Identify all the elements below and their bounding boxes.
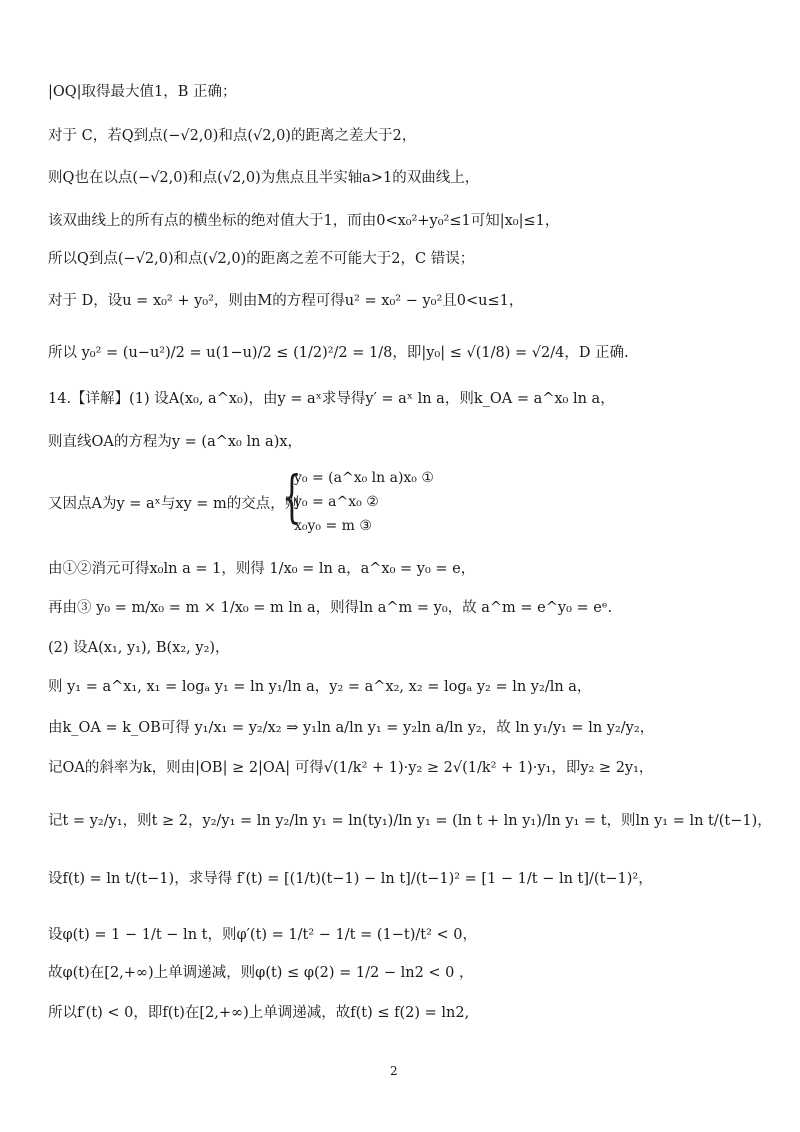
text-line: 记OA的斜率为k，则由|OB| ≥ 2|OA| 可得√(1/k² + 1)·y₂ ≥ 2√(1/k² + 1)·y₁，即y₂ ≥ 2y₁，	[48, 760, 654, 776]
text-line: 则Q也在以点(−√2,0)和点(√2,0)为焦点且半实轴a>1的双曲线上，	[48, 170, 480, 186]
text-line: 设f(t) = ln t/(t−1)，求导得 f′(t) = [(1/t)(t−1) − ln t]/(t−1)² = [1 − 1/t − ln t]/(t−1)²，	[48, 871, 653, 887]
page-number: 2	[390, 1064, 398, 1078]
text-line: 则 y₁ = a^x₁, x₁ = logₐ y₁ = ln y₁/ln a，y₂ = a^x₂, x₂ = logₐ y₂ = ln y₂/ln a，	[48, 679, 592, 695]
text-line: 记t = y₂/y₁，则t ≥ 2，y₂/y₁ = ln y₂/ln y₁ = ln(ty₁)/ln y₁ = (ln t + ln y₁)/ln y₁ = t，则ln y₁ = ln t/(t−1)，	[48, 813, 772, 829]
text-line: 对于 C，若Q到点(−√2,0)和点(√2,0)的距离之差大于2，	[48, 128, 417, 144]
text-line: 由①②消元可得x₀ln a = 1，则得 1/x₀ = ln a，a^x₀ = y₀ = e，	[48, 561, 476, 577]
text-line: 再由③ y₀ = m/x₀ = m × 1/x₀ = m ln a，则得ln a^m = y₀，故 a^m = e^y₀ = eᵉ.	[48, 600, 613, 616]
text-line: 所以Q到点(−√2,0)和点(√2,0)的距离之差不可能大于2，C 错误；	[48, 251, 475, 267]
text-line: 对于 D，设u = x₀² + y₀²，则由M的方程可得u² = x₀² − y₀²且0<u≤1，	[48, 293, 524, 309]
text-line: 设φ(t) = 1 − 1/t − ln t，则φ′(t) = 1/t² − 1/t = (1−t)/t² < 0，	[48, 927, 477, 943]
equation-row: x₀y₀ = m ③	[294, 518, 372, 534]
text-line: |OQ|取得最大值1，B 正确；	[48, 84, 237, 100]
text-line: 所以f′(t) < 0，即f(t)在[2,+∞)上单调递减，故f(t) ≤ f(2) = ln2,	[48, 1005, 470, 1021]
text-line: 故φ(t)在[2,+∞)上单调递减，则φ(t) ≤ φ(2) = 1/2 − ln2 < 0 ，	[48, 965, 474, 981]
text-line: 14.【详解】(1) 设A(x₀, a^x₀)，由y = aˣ求导得y′ = aˣ ln a，则k_OA = a^x₀ ln a，	[48, 391, 615, 407]
text-line: 所以 y₀² = (u−u²)/2 = u(1−u)/2 ≤ (1/2)²/2 = 1/8，即|y₀| ≤ √(1/8) = √2/4，D 正确.	[48, 345, 629, 361]
equation-row: y₀ = (a^x₀ ln a)x₀ ①	[294, 470, 434, 486]
text-line: 又因点A为y = aˣ与xy = m的交点，则	[48, 496, 300, 512]
text-line: 该双曲线上的所有点的横坐标的绝对值大于1，而由0<x₀²+y₀²≤1可知|x₀|≤1，	[48, 213, 560, 229]
text-line: (2) 设A(x₁, y₁), B(x₂, y₂)，	[48, 640, 230, 656]
system-brace: {	[282, 465, 302, 530]
text-line: 则直线OA的方程为y = (a^x₀ ln a)x，	[48, 434, 303, 450]
equation-row: y₀ = a^x₀ ②	[294, 494, 379, 510]
text-line: 由k_OA = k_OB可得 y₁/x₁ = y₂/x₂ ⇒ y₁ln a/ln y₁ = y₂ln a/ln y₂，故 ln y₁/y₁ = ln y₂/y₂，	[48, 720, 655, 736]
